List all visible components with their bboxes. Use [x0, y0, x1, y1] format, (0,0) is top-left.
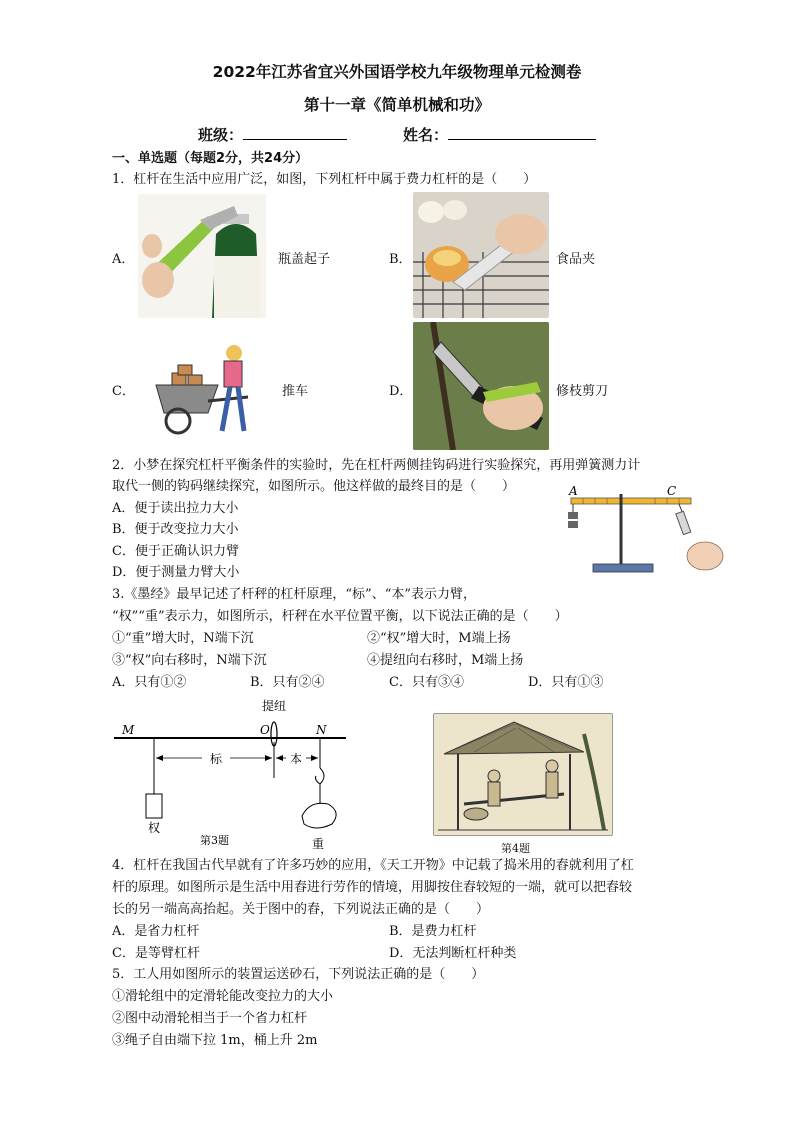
knob-label: 提纽 — [262, 699, 287, 713]
q1-option-c-letter: C． — [112, 384, 135, 399]
biao-label: 标 — [210, 752, 223, 766]
q1-option-c-caption: 推车 — [282, 384, 309, 399]
q1-option-a-caption: 瓶盖起子 — [278, 252, 331, 267]
paper-subtitle: 第十一章《简单机械和功》 — [303, 96, 490, 114]
q4-stem-line3: 长的另一端高高抬起。关于图中的舂，下列说法正确的是（ ） — [112, 902, 490, 917]
q4-option-b: B．是费力杠杆 — [389, 924, 477, 939]
q5-statement-2: ②图中动滑轮相当于一个省力杠杆 — [112, 1011, 308, 1026]
lever-balance-figure — [545, 480, 725, 580]
q3-option-c: C．只有③④ — [389, 675, 464, 690]
point-a-label: A — [569, 484, 578, 498]
point-n-label: N — [316, 723, 327, 737]
q3-option-d: D．只有①③ — [528, 675, 604, 690]
class-label: 班级： — [198, 126, 244, 144]
class-field — [198, 124, 347, 145]
q3-statement-3: ③“权”向右移时，N端下沉 — [112, 653, 267, 668]
q4-stem-line2: 杆的原理。如图所示是生活中用舂进行劳作的情境，用脚按住舂较短的一端，就可以把舂较 — [112, 880, 633, 895]
wheelbarrow-image — [152, 339, 262, 439]
steelyard-figure — [110, 696, 350, 856]
ben-label: 本 — [290, 752, 303, 766]
q1-stem: 1．杠杆在生活中应用广泛，如图，下列杠杆中属于费力杠杆的是（ ） — [112, 172, 537, 187]
q3-stem-line2: “权”“重”表示力，如图所示，杆秤在水平位置平衡，以下说法正确的是（ ） — [112, 609, 568, 624]
quan-label: 权 — [148, 821, 161, 835]
point-m-label: M — [122, 723, 135, 737]
name-field — [403, 124, 596, 145]
q3-statement-1: ①“重”增大时，N端下沉 — [112, 631, 254, 646]
q3-stem-line1: 3.《墨经》最早记述了杆秤的杠杆原理，“标”、“本”表示力臂， — [112, 587, 476, 602]
q4-option-c: C．是等臂杠杆 — [112, 946, 200, 961]
q2-stem-line1: 2．小梦在探究杠杆平衡条件的实验时，先在杠杆两侧挂钩码进行实验探究，再用弹簧测力计 — [112, 458, 641, 473]
q4-option-a: A．是省力杠杆 — [112, 924, 200, 939]
q1-option-a-letter: A． — [112, 252, 135, 267]
name-label: 姓名： — [403, 126, 449, 144]
q4-stem-line1: 4．杠杆在我国古代早就有了许多巧妙的应用，《天工开物》中记载了捣米用的舂就利用了杠 — [112, 858, 634, 873]
q2-option-d: D．便于测量力臂大小 — [112, 565, 240, 580]
bottle-opener-image — [138, 194, 266, 318]
q3-option-b: B．只有②④ — [250, 675, 325, 690]
class-blank[interactable] — [243, 125, 347, 140]
q1-option-b-caption: 食品夹 — [556, 252, 596, 267]
q4-option-d: D．无法判断杠杆种类 — [389, 946, 517, 961]
section-heading: 一、单选题（每题2分，共24分） — [112, 151, 309, 166]
q3-statement-4: ④提纽向右移时，M端上扬 — [367, 653, 524, 668]
fig4-caption: 第4题 — [501, 842, 530, 855]
pestle-mortar-illustration — [433, 713, 613, 836]
zhong-label: 重 — [312, 837, 325, 851]
q2-option-a: A．便于读出拉力大小 — [112, 501, 239, 516]
q5-statement-3: ③绳子自由端下拉 1m，桶上升 2m — [112, 1033, 318, 1048]
pruning-shears-image — [413, 322, 549, 450]
q1-option-b-letter: B． — [389, 252, 412, 267]
q2-option-c: C．便于正确认识力臂 — [112, 544, 239, 559]
q1-option-d-caption: 修枝剪刀 — [556, 384, 609, 399]
fig3-caption: 第3题 — [200, 834, 229, 847]
point-c-label: C — [667, 484, 677, 498]
q5-stem: 5．工人用如图所示的装置运送砂石，下列说法正确的是（ ） — [112, 967, 485, 982]
q2-stem-line2: 取代一侧的钩码继续探究，如图所示。他这样做的最终目的是（ ） — [112, 479, 516, 494]
name-blank[interactable] — [448, 125, 596, 140]
food-tongs-image — [413, 192, 549, 318]
paper-title: 2022年江苏省宜兴外国语学校九年级物理单元检测卷 — [212, 63, 582, 81]
q3-statement-2: ②“权”增大时，M端上扬 — [367, 631, 511, 646]
point-o-label: O — [260, 723, 270, 737]
q5-statement-1: ①滑轮组中的定滑轮能改变拉力的大小 — [112, 989, 334, 1004]
q1-option-d-letter: D． — [389, 384, 413, 399]
q2-option-b: B．便于改变拉力大小 — [112, 522, 239, 537]
q3-option-a: A．只有①② — [112, 675, 187, 690]
